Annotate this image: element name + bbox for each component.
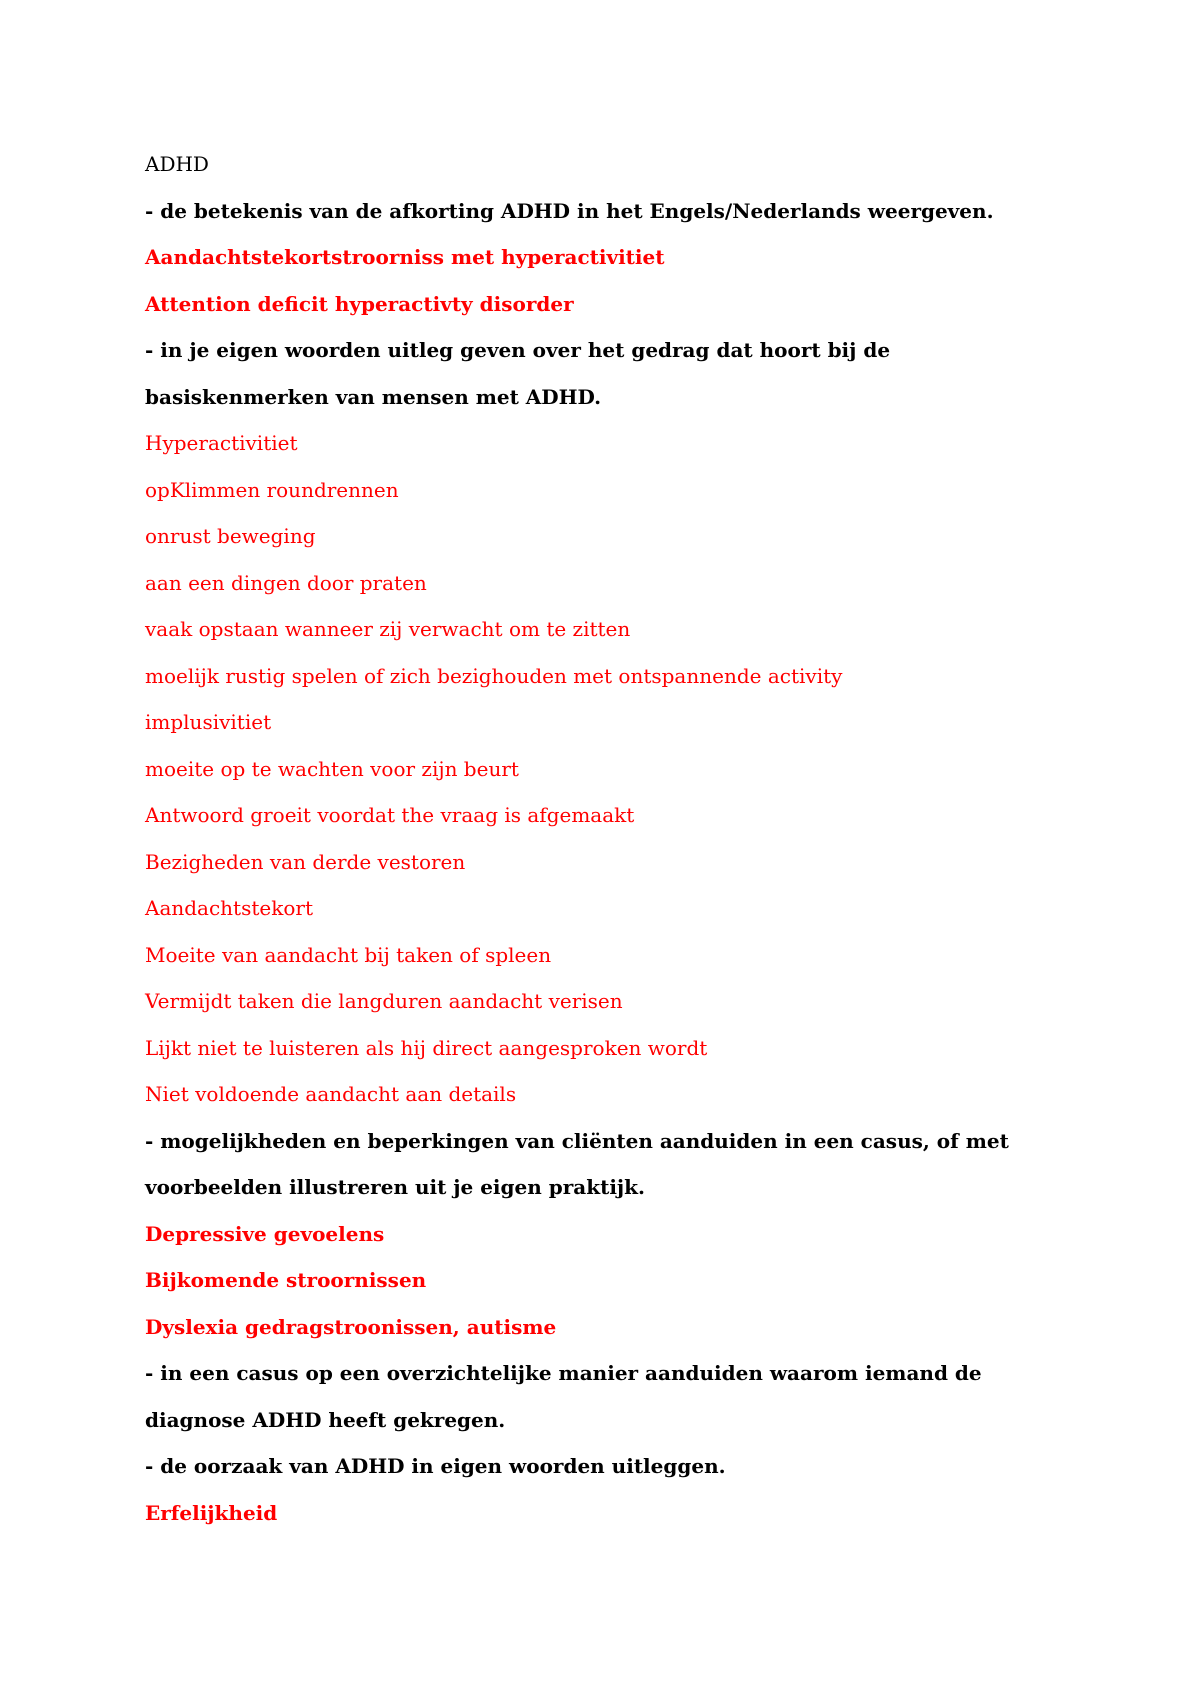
line-13-answer: implusivitiet: [145, 710, 272, 734]
line-15-answer: Antwoord groeit voordat the vraag is afgemaakt: [145, 803, 635, 827]
line-17-answer: Aandachtstekort: [145, 896, 313, 920]
line-19-answer: Vermijdt taken die langduren aandacht verisen: [145, 989, 623, 1013]
line-9-answer: onrust beweging: [145, 524, 316, 548]
line-1-heading: ADHD: [145, 152, 209, 176]
line-29-question: - de oorzaak van ADHD in eigen woorden uitleggen.: [145, 1454, 726, 1478]
line-5-question: - in je eigen woorden uitleg geven over het gedrag dat hoort bij de: [145, 338, 891, 362]
line-27-question: - in een casus op een overzichtelijke manier aanduiden waarom iemand de: [145, 1361, 982, 1385]
line-21-answer: Niet voldoende aandacht aan details: [145, 1082, 517, 1106]
line-22-question: - mogelijkheden en beperkingen van cliënten aanduiden in een casus, of met: [145, 1128, 1009, 1153]
line-3-answer: Aandachtstekortstroorniss met hyperactivitiet: [145, 245, 665, 269]
line-2-question: - de betekenis van de afkorting ADHD in het Engels/Nederlands weergeven.: [145, 198, 994, 223]
line-18-answer: Moeite van aandacht bij taken of spleen: [145, 942, 552, 967]
line-24-answer: Depressive gevoelens: [145, 1221, 385, 1246]
line-25-answer: Bijkomende stroornissen: [145, 1268, 427, 1292]
line-10-answer: aan een dingen door praten: [145, 570, 427, 595]
document-body: [145, 141, 1105, 1536]
line-16-answer: Bezigheden van derde vestoren: [145, 849, 466, 874]
line-4-answer: Attention deficit hyperactivty disorder: [145, 291, 574, 316]
line-20-answer: Lijkt niet te luisteren als hij direct aangesproken wordt: [145, 1035, 708, 1060]
line-7-answer: Hyperactivitiet: [145, 431, 298, 455]
line-26-answer: Dyslexia gedragstroonissen, autisme: [145, 1314, 557, 1339]
line-23-question: voorbeelden illustreren uit je eigen praktijk.: [145, 1175, 645, 1199]
line-28-question: diagnose ADHD heeft gekregen.: [145, 1407, 506, 1432]
line-8-answer: opKlimmen roundrennen: [145, 477, 399, 502]
line-11-answer: vaak opstaan wanneer zij verwacht om te zitten: [145, 617, 631, 641]
line-30-answer: Erfelijkheid: [145, 1500, 278, 1525]
line-14-answer: moeite op te wachten voor zijn beurt: [145, 756, 519, 781]
line-12-answer: moelijk rustig spelen of zich bezighouden met ontspannende activity: [145, 663, 843, 688]
line-6-question: basiskenmerken van mensen met ADHD.: [145, 384, 602, 409]
